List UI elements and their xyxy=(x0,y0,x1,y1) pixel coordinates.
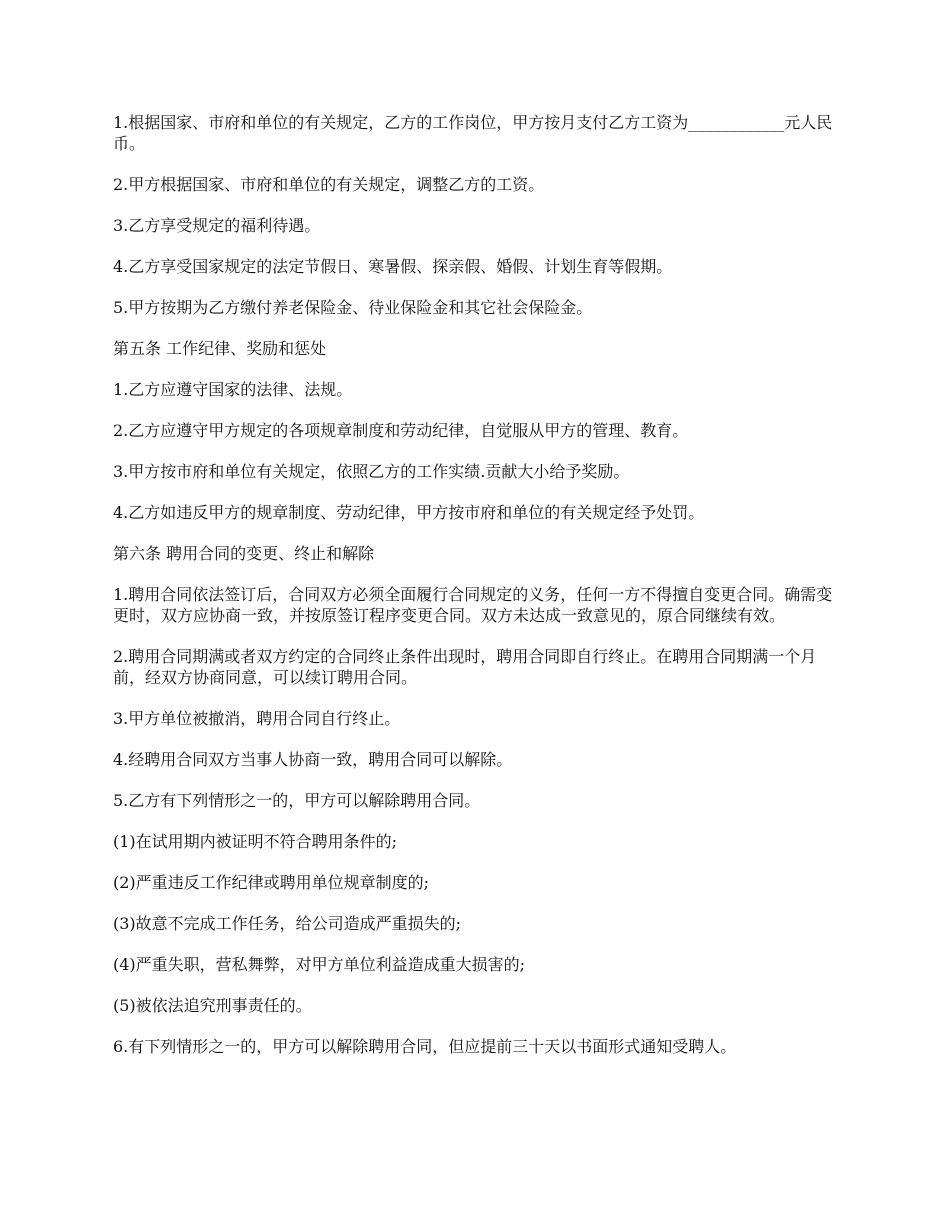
welfare-clause: 3.乙方享受规定的福利待遇。 xyxy=(113,216,321,235)
rescission-case-4: (4)严重失职，营私舞弊，对甲方单位利益造成重大损害的; xyxy=(113,955,526,974)
salary-adjustment-clause: 2.甲方根据国家、市府和单位的有关规定，调整乙方的工资。 xyxy=(113,175,545,194)
contract-change-clause: 1.聘用合同依法签订后，合同双方必须全面履行合同规定的义务，任何一方不得擅自变更合同。确需变更时，双方应协商一致，并按原签订程序变更合同。双方未达成一致意见的，原合同继续有效。 xyxy=(113,585,833,625)
contract-termination-clause: 2.聘用合同期满或者双方约定的合同终止条件出现时，聘用合同即自行终止。在聘用合同期满一个月前，经双方协商同意，可以续订聘用合同。 xyxy=(113,647,817,687)
employer-rescission-clause: 5.乙方有下列情形之一的，甲方可以解除聘用合同。 xyxy=(113,791,481,810)
holiday-clause: 4.乙方享受国家规定的法定节假日、寒暑假、探亲假、婚假、计划生育等假期。 xyxy=(113,257,673,276)
salary-clause: 1.根据国家、市府和单位的有关规定，乙方的工作岗位，甲方按月支付乙方工资为____________元人民币。 xyxy=(113,113,833,153)
penalty-clause: 4.乙方如违反甲方的规章制度、劳动纪律，甲方按市府和单位的有关规定经予处罚。 xyxy=(113,503,705,522)
rescission-case-5: (5)被依法追究刑事责任的。 xyxy=(113,996,312,1015)
discipline-clause-1: 1.乙方应遵守国家的法律、法规。 xyxy=(113,380,353,399)
discipline-clause-2: 2.乙方应遵守甲方规定的各项规章制度和劳动纪律，自觉服从甲方的管理、教育。 xyxy=(113,421,689,440)
insurance-clause: 5.甲方按期为乙方缴付养老保险金、待业保险金和其它社会保险金。 xyxy=(113,298,593,317)
mutual-rescission-clause: 4.经聘用合同双方当事人协商一致，聘用合同可以解除。 xyxy=(113,750,513,769)
article-5-heading: 第五条 工作纪律、奖励和惩处 xyxy=(113,339,327,358)
notice-rescission-clause: 6.有下列情形之一的，甲方可以解除聘用合同，但应提前三十天以书面形式通知受聘人。 xyxy=(113,1037,737,1056)
unit-revoked-clause: 3.甲方单位被撤消，聘用合同自行终止。 xyxy=(113,709,401,728)
rescission-case-2: (2)严重违反工作纪律或聘用单位规章制度的; xyxy=(113,873,430,892)
article-6-heading: 第六条 聘用合同的变更、终止和解除 xyxy=(113,544,375,563)
rescission-case-1: (1)在试用期内被证明不符合聘用条件的; xyxy=(113,832,398,851)
rescission-case-3: (3)故意不完成工作任务，给公司造成严重损失的; xyxy=(113,914,462,933)
document-page xyxy=(113,112,838,1077)
reward-clause: 3.甲方按市府和单位有关规定，依照乙方的工作实绩.贡献大小给予奖励。 xyxy=(113,462,630,481)
